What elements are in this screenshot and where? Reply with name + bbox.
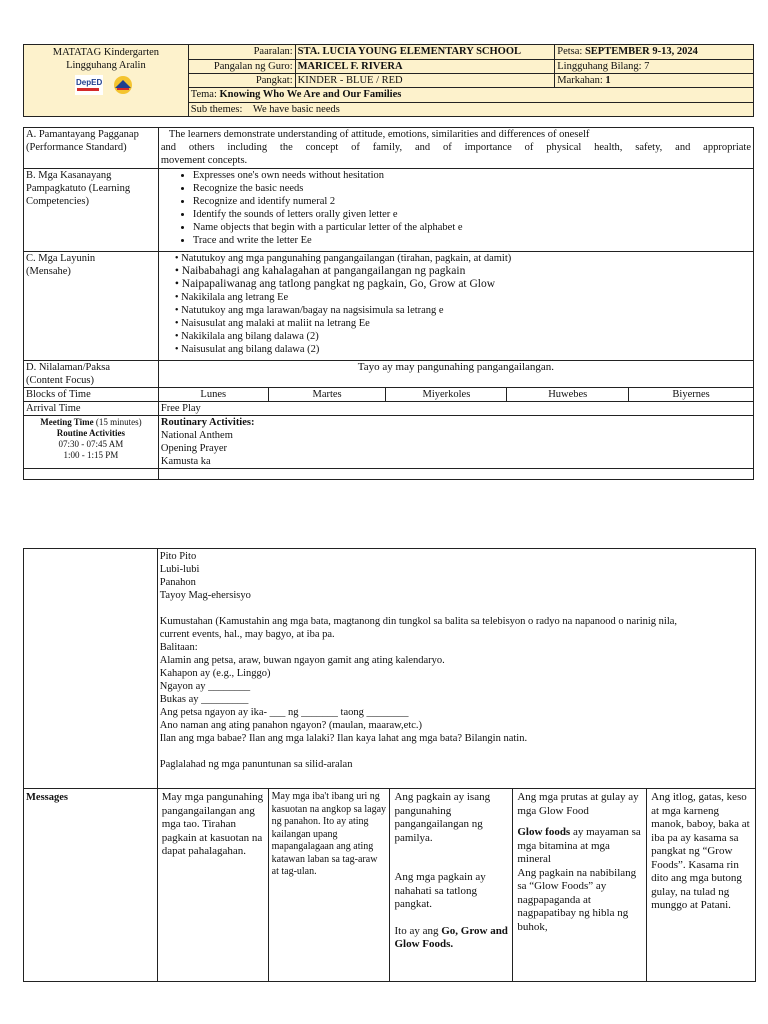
competency-item: • Identify the sounds of letters orally given letter e [193,208,751,221]
deped-logo-icon [75,75,103,95]
messages-label: Messages [24,789,158,982]
competency-item: • Recognize the basic needs [193,182,751,195]
time-slot: 1:00 - 1:15 PM [63,450,119,460]
objective-item: • Naibabahagi ang kahalagahan at pangangailangan ng pagkain [175,265,751,278]
competency-item: • Expresses one's own needs without hesitation [193,169,751,182]
routinary-activities [158,416,753,469]
meeting-time-cell: Meeting Time (15 minutes) Routine Activities 07:30 - 07:45 AM 1:00 - 1:15 PM [24,416,159,469]
objective-item: • Naisusulat ang malaki at maliit na letrang Ee [175,317,751,330]
message-biyernes: Ang itlog, gatas, keso at mga karneng manok, baboy, baka at iba pa ay kasama sa pangkat ng “Grow Foods”. Kasama rin dito ang mga butong gulay, na tulad ng munggo at Patani. [647,789,756,982]
routinary-item: Kamusta ka [160,456,211,467]
section-c-label: C. Mga Layunin (Mensahe) [24,252,159,361]
subtheme-cell: Sub themes: We have basic needs [188,103,753,117]
plan-table [23,127,754,480]
time-slot: 07:30 - 07:45 AM [58,439,124,449]
section-value: KINDER - BLUE / RED [295,74,555,88]
competency-item: • Recognize and identify numeral 2 [193,195,751,208]
objective-item: • Nakikilala ang bilang dalawa (2) [175,330,751,343]
date-value: SEPTEMBER 9-13, 2024 [584,46,698,57]
day-biyernes: Biyernes [629,388,754,402]
arrival-value: Free Play [158,402,753,416]
learning-competencies [158,169,753,252]
blocks-label: Blocks of Time [24,388,159,402]
section-b-label: B. Mga Kasanayang Pampagkatuto (Learning Competencies) [24,169,159,252]
week-label: Lingguhang Bilang: 7 [555,60,754,74]
objective-item: • Naipapaliwanag ang tatlong pangkat ng pagkain, Go, Grow at Glow [175,278,751,291]
teacher-label: Pangalan ng Guro: [188,60,295,74]
day-miyerkoles: Miyerkoles [386,388,507,402]
objective-item: • Natutukoy ang mga larawan/bagay na nagsisimula sa letrang e [175,304,751,317]
empty-cell [24,469,159,480]
objective-item: • Natutukoy ang mga pangunahing pangangailangan (tirahan, pagkain, at damit) [175,252,751,265]
theme-cell: Tema: Knowing Who We Are and Our Families [188,88,753,103]
performance-standard: The learners demonstrate understanding of attitude, emotions, similarities and differences of oneself and others including the concept of family, and of importance of physical health, safety, and appropriate movement concepts. [158,128,753,169]
quarter-value: 1 [605,75,611,86]
competency-item: • Name objects that begin with a particular letter of the alphabet e [193,221,751,234]
meeting-details: Pito Pito Lubi-lubi Panahon Tayoy Mag-ehersisyo Kumustahan (Kamustahin ang mga bata, magtanong din tungkol sa balita sa telebisyon o radyo na napanood o narinig nila, current events, hal., may bagyo, at iba pa. Balitaan: Alamin ang petsa, araw, buwan ngayon gamit ang ating kalendaryo. Kahapon ay (e.g., Linggo) Ngayon ay ________ Bukas ay _________ Ang petsa ngayon ay ika- ___ ng _______ taong ________ Ano naman ang ating panahon ngayon? (maulan, maaraw,etc.) Ilan ang mga babae? Ilan ang mga lalaki? Ilan kaya lahat ang mga bata? Bilangin natin. Paglalahad ng mga panuntunan sa silid-aralan [157,549,755,789]
objective-item: • Naisusulat ang bilang dalawa (2) [175,343,751,356]
program-title: MATATAG Kindergarten [52,47,160,58]
routinary-title: Routinary Activities: [160,417,255,428]
plan-type: Lingguhang Aralin [66,60,146,71]
competency-item: • Trace and write the letter Ee [193,234,751,247]
content-focus: Tayo ay may pangunahing pangangailangan. [158,361,753,388]
svg-text:DepED: DepED [75,78,103,87]
routinary-item: National Anthem [160,430,233,441]
routinary-item: Opening Prayer [160,443,228,454]
message-lunes: May mga pangunahing pangangailangan ang mga tao. Tirahan pagkain at kasuotan na dapat pahalagahan. [157,789,268,982]
objective-item: • Nakikilala ang letrang Ee [175,291,751,304]
message-martes: May mga iba't ibang uri ng kasuotan na angkop sa lagay ng panahon. Ito ay ating kailangan upang mapangalagaan ang ating katawan laban sa tag-araw at tag-ulan. [268,789,390,982]
message-huwebes: Ang mga prutas at gulay ay mga Glow Food Glow foods ay mayaman sa mga bitamina at mga mineral Ang pagkain na nabibilang sa “Glow Foods” ay nagpapaganda at nagpapatibay ng hibla ng buhok, [513,789,647,982]
meeting-label: Meeting Time [40,417,94,427]
day-huwebes: Huwebes [507,388,629,402]
teacher-value: MARICEL F. RIVERA [295,60,555,74]
logos [26,75,186,95]
section-label: Pangkat: [188,74,295,88]
quarter-cell: Markahan: 1 [555,74,754,88]
header-table [23,44,754,117]
school-value: STA. LUCIA YOUNG ELEMENTARY SCHOOL [295,45,555,60]
objectives [158,252,753,361]
empty-cell [24,549,158,789]
program-cell [24,45,189,117]
day-lunes: Lunes [158,388,268,402]
empty-cell [158,469,753,480]
theme-value: Knowing Who We Are and Our Families [219,89,402,100]
plan-table-page2 [23,548,756,982]
message-miyerkoles: Ang pagkain ay isang pangunahing pangangailangan ng pamilya. Ang mga pagkain ay nahahati sa tatlong pangkat. Ito ay ang Go, Grow and Glow Foods. [390,789,513,982]
subtheme-value: We have basic needs [252,104,340,115]
routine-label: Routine Activities [56,428,126,438]
date-cell: Petsa: SEPTEMBER 9-13, 2024 [555,45,754,60]
section-a-label: A. Pamantayang Pagganap (Performance Standard) [24,128,159,169]
day-martes: Martes [268,388,386,402]
school-label: Paaralan: [188,45,295,60]
matatag-logo-icon [109,75,137,95]
arrival-label: Arrival Time [24,402,159,416]
section-d-label: D. Nilalaman/Paksa (Content Focus) [24,361,159,388]
